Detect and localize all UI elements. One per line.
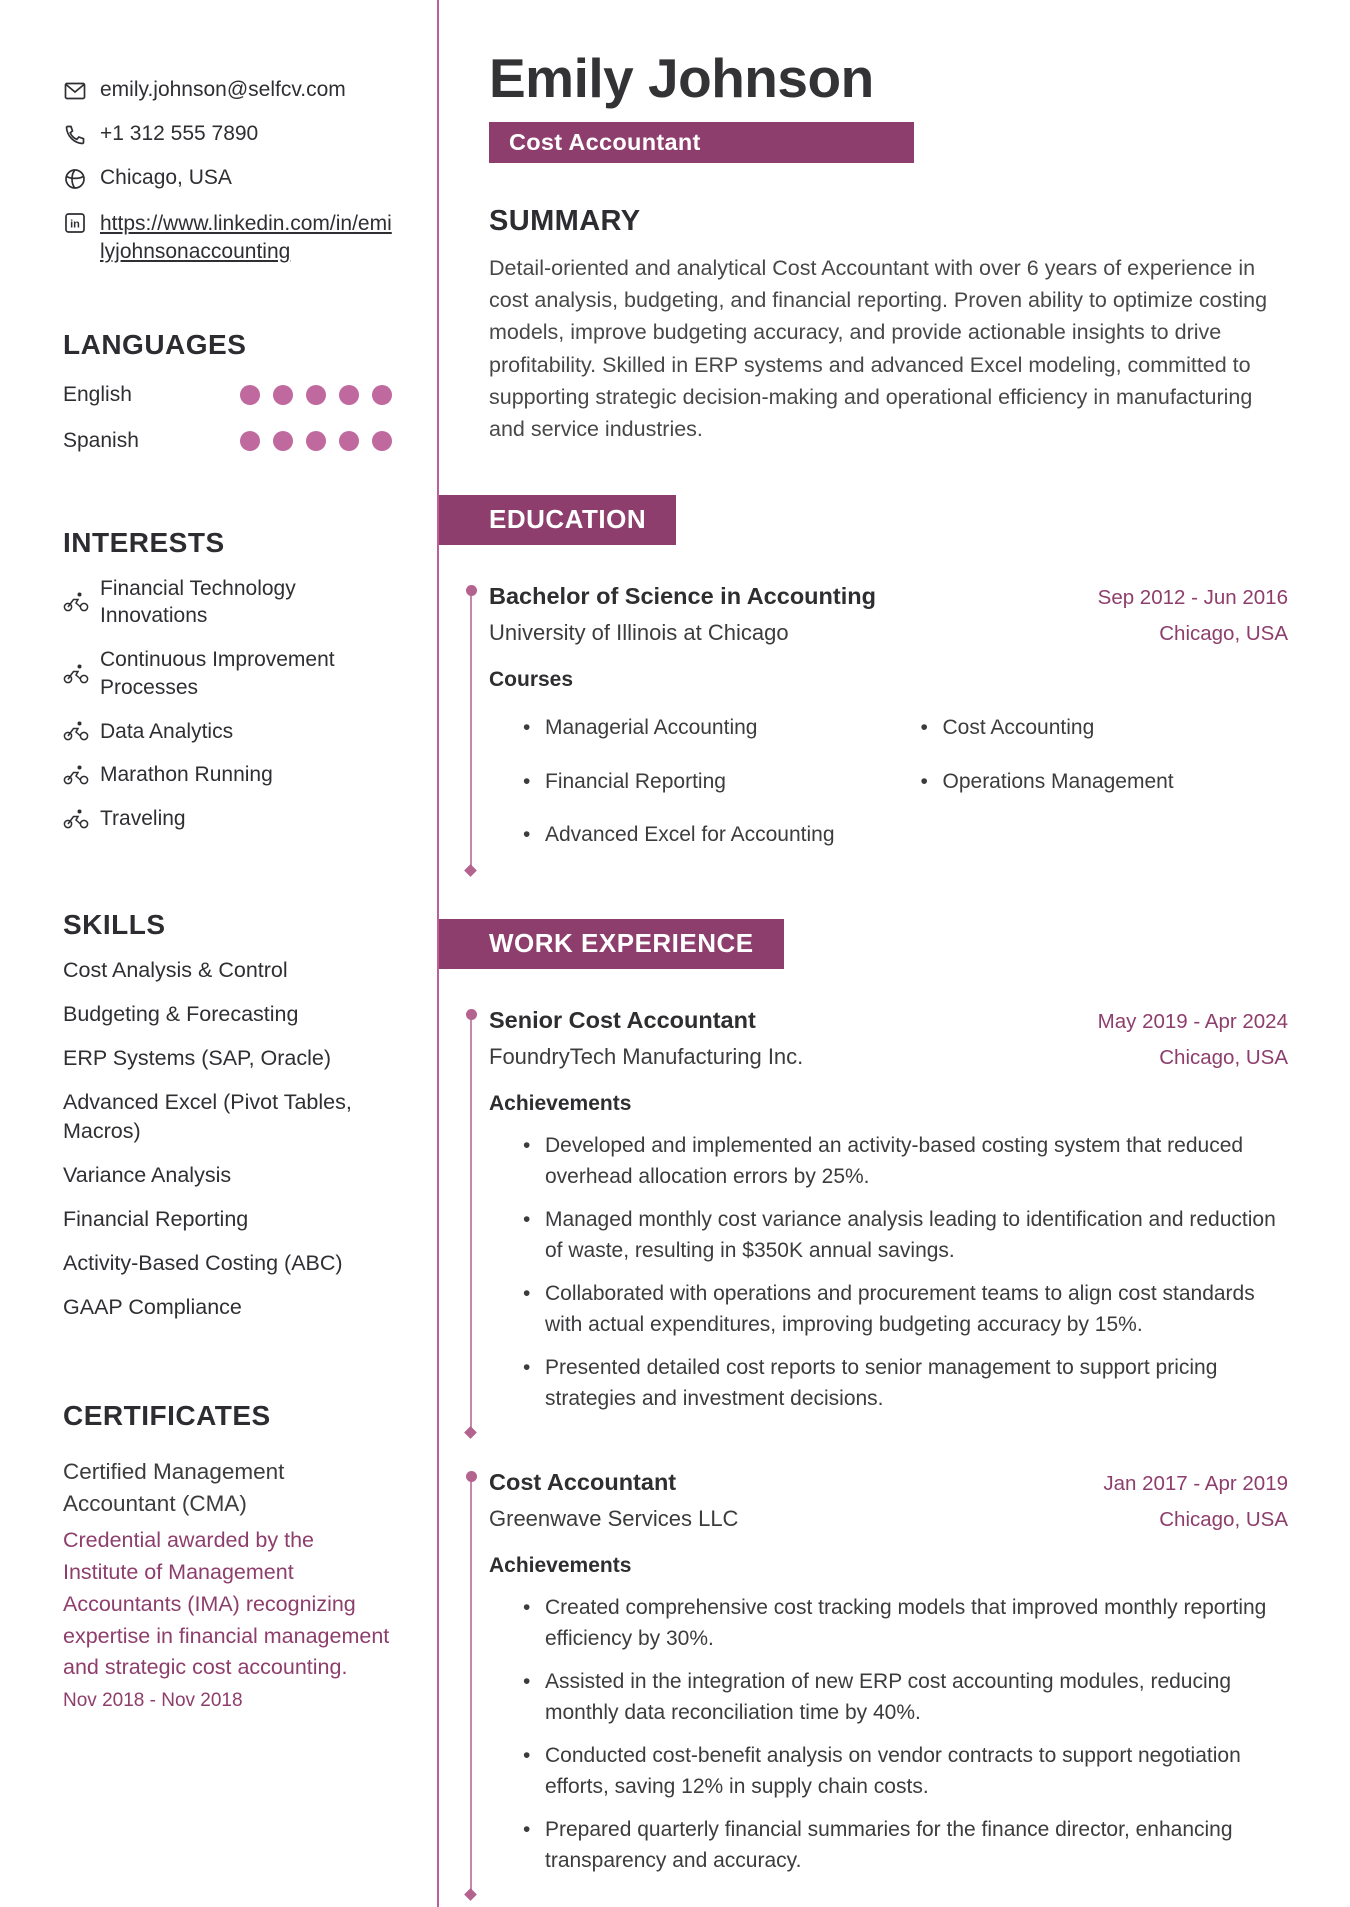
course-item: • Cost Accounting	[921, 712, 1289, 744]
skill-item: Variance Analysis	[63, 1162, 232, 1187]
interest-label: Financial Technology Innovations	[100, 576, 296, 628]
svg-text:in: in	[70, 218, 80, 231]
job-title: Cost Accountant	[509, 128, 701, 155]
contact-linkedin	[63, 210, 392, 267]
languages-heading: LANGUAGES	[63, 328, 247, 360]
course-item: • Advanced Excel for Accounting	[523, 819, 891, 851]
course-item: • Managerial Accounting	[523, 712, 891, 744]
job-dates: Jan 2017 - Apr 2019	[1103, 1471, 1288, 1495]
education-heading: EDUCATION	[489, 504, 647, 535]
skill-item: Advanced Excel (Pivot Tables, Macros)	[63, 1089, 352, 1143]
achievement-item: • Conducted cost-benefit analysis on vendor contracts to support negotiation efforts, saving 12% in supply chain costs.	[523, 1740, 1288, 1803]
job-title-banner	[489, 122, 914, 163]
language-level-dots	[240, 385, 392, 405]
achievement-item: • Collaborated with operations and procurement teams to align cost standards with actual expenditures, improving budgeting accuracy by 15%.	[523, 1278, 1288, 1341]
courses-label: Courses	[489, 668, 574, 692]
achievements-list	[489, 1130, 1288, 1431]
school-name: University of Illinois at Chicago	[489, 620, 789, 646]
cyclist-icon	[63, 808, 89, 830]
certificate-name: Certified Management Accountant (CMA)	[63, 1458, 285, 1517]
experience-entry	[489, 1469, 1288, 1893]
certificate-description: Credential awarded by the Institute of Management Accountants (IMA) recognizing expertise in financial management and strategic cost accounting.	[63, 1528, 390, 1680]
cyclist-icon	[63, 591, 89, 613]
certificate-dates: Nov 2018 - Nov 2018	[63, 1690, 243, 1712]
skill-item: ERP Systems (SAP, Oracle)	[63, 1045, 332, 1070]
education-entry	[489, 583, 1288, 869]
experience-heading: WORK EXPERIENCE	[489, 927, 754, 958]
contact-phone	[63, 122, 392, 147]
contact-location	[63, 166, 392, 191]
achievement-item: • Prepared quarterly financial summaries for the finance director, enhancing transparency and accuracy.	[523, 1814, 1288, 1877]
timeline-dot	[466, 1471, 477, 1482]
courses-list	[489, 712, 1288, 869]
achievement-item: • Managed monthly cost variance analysis leading to identification and reduction of waste, resulting in $350K annual savings.	[523, 1204, 1288, 1267]
achievements-list	[489, 1592, 1288, 1893]
achievements-label: Achievements	[489, 1553, 632, 1577]
interest-item	[63, 718, 392, 746]
globe-icon	[63, 167, 87, 191]
contact-email-text: emily.johnson@selfcv.com	[100, 78, 346, 101]
interest-item	[63, 575, 392, 630]
language-row	[63, 429, 392, 453]
company-name: Greenwave Services LLC	[489, 1505, 739, 1531]
certificates-section	[63, 1400, 392, 1712]
interests-heading: INTERESTS	[63, 526, 225, 558]
job-role: Cost Accountant	[489, 1468, 677, 1495]
cyclist-icon	[63, 720, 89, 742]
achievements-label: Achievements	[489, 1091, 632, 1115]
sidebar	[0, 0, 437, 1752]
cyclist-icon	[63, 663, 89, 685]
skills-heading: SKILLS	[63, 908, 166, 940]
timeline-diamond	[464, 864, 477, 877]
skill-item: Budgeting & Forecasting	[63, 1001, 299, 1026]
achievement-item: • Assisted in the integration of new ERP cost accounting modules, reducing monthly data reconciliation time by 40%.	[523, 1666, 1288, 1729]
timeline-diamond	[464, 1888, 477, 1901]
skill-item: GAAP Compliance	[63, 1294, 242, 1319]
language-row	[63, 383, 392, 407]
level-dot	[306, 431, 326, 451]
languages-section	[63, 329, 392, 453]
certificates-heading: CERTIFICATES	[63, 1399, 271, 1431]
linkedin-icon	[63, 211, 87, 235]
experience-entry	[489, 1007, 1288, 1431]
interest-label: Continuous Improvement Processes	[100, 648, 335, 699]
language-level-dots	[240, 431, 392, 451]
education-location: Chicago, USA	[1159, 622, 1288, 646]
job-location: Chicago, USA	[1159, 1045, 1288, 1069]
person-name: Emily Johnson	[489, 47, 874, 109]
level-dot	[372, 431, 392, 451]
job-location: Chicago, USA	[1159, 1507, 1288, 1531]
achievement-item: • Presented detailed cost reports to senior management to support pricing strategies and investment decisions.	[523, 1352, 1288, 1415]
linkedin-link[interactable]: https://www.linkedin.com/in/emilyjohnsonaccounting	[100, 212, 392, 264]
timeline-dot	[466, 1009, 477, 1020]
skill-item: Cost Analysis & Control	[63, 957, 288, 982]
level-dot	[306, 385, 326, 405]
phone-icon	[63, 123, 87, 147]
interest-label: Traveling	[100, 807, 186, 830]
education-dates: Sep 2012 - Jun 2016	[1097, 586, 1288, 610]
level-dot	[240, 431, 260, 451]
contact-email	[63, 78, 392, 103]
timeline-dot	[466, 585, 477, 596]
level-dot	[240, 385, 260, 405]
achievement-item: • Created comprehensive cost tracking models that improved monthly reporting efficiency by 30%.	[523, 1592, 1288, 1655]
email-icon	[63, 79, 87, 103]
interests-section	[63, 527, 392, 833]
level-dot	[273, 385, 293, 405]
cyclist-icon	[63, 764, 89, 786]
achievement-item: • Developed and implemented an activity-based costing system that reduced overhead allocation errors by 25%.	[523, 1130, 1288, 1193]
interest-item	[63, 761, 392, 789]
level-dot	[372, 385, 392, 405]
contact-phone-text: +1 312 555 7890	[100, 122, 259, 145]
company-name: FoundryTech Manufacturing Inc.	[489, 1043, 804, 1069]
summary-heading: SUMMARY	[489, 204, 641, 237]
level-dot	[273, 431, 293, 451]
interest-item	[63, 805, 392, 833]
summary-text: Detail-oriented and analytical Cost Accountant with over 6 years of experience in cost analysis, budgeting, and financial reporting. Proven ability to optimize costing models, improve budgeting accuracy, and provide actionable insights to drive profitability. Skilled in ERP systems and advanced Excel modeling, committed to supporting strategic decision-making and operational efficiency in manufacturing and service industries.	[489, 255, 1268, 441]
main-content	[439, 0, 1350, 1907]
course-item: • Operations Management	[921, 766, 1289, 798]
language-name: English	[63, 382, 132, 406]
level-dot	[339, 385, 359, 405]
timeline-diamond	[464, 1426, 477, 1439]
contact-location-text: Chicago, USA	[100, 166, 232, 189]
degree-title: Bachelor of Science in Accounting	[489, 583, 876, 610]
language-name: Spanish	[63, 428, 139, 452]
level-dot	[339, 431, 359, 451]
skill-item: Activity-Based Costing (ABC)	[63, 1250, 343, 1275]
skills-section	[63, 909, 392, 1322]
job-role: Senior Cost Accountant	[489, 1006, 756, 1033]
experience-section-bar	[439, 919, 784, 969]
job-dates: May 2019 - Apr 2024	[1097, 1009, 1288, 1033]
course-item: • Financial Reporting	[523, 766, 891, 798]
education-section-bar	[439, 495, 676, 545]
skill-item: Financial Reporting	[63, 1206, 249, 1231]
interest-label: Marathon Running	[100, 763, 273, 787]
interest-item	[63, 646, 392, 701]
interest-label: Data Analytics	[100, 719, 234, 743]
